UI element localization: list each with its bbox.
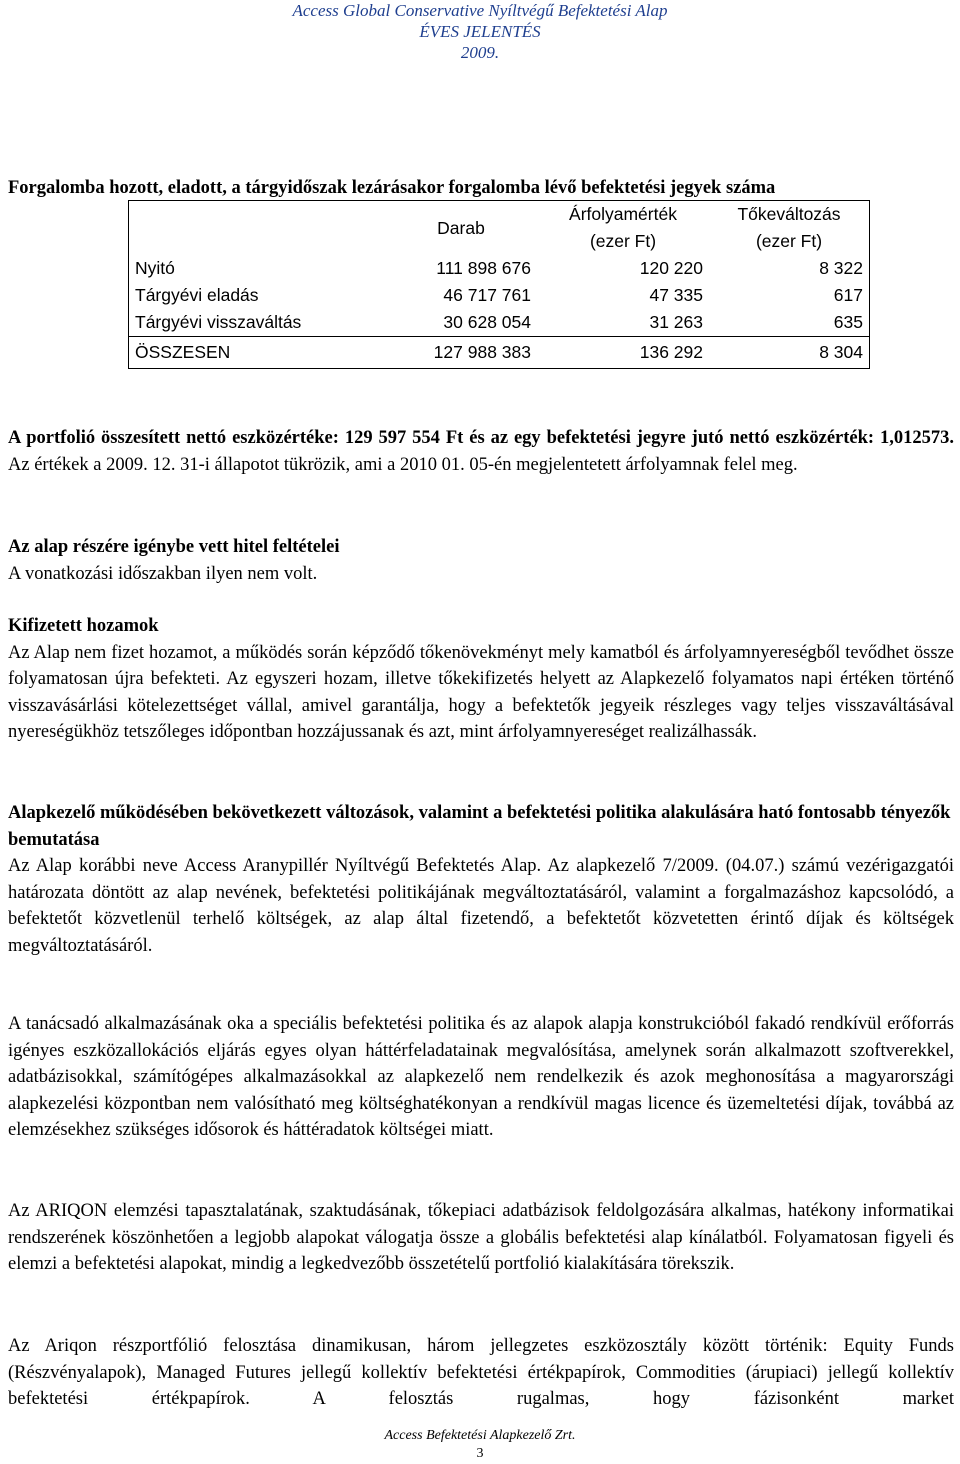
header-fund-name: Access Global Conservative Nyíltvégű Befektetési Alap (292, 1, 668, 20)
col-header-toke-2: (ezer Ft) (709, 228, 870, 255)
ariqon-section (8, 1198, 954, 1278)
header-year: 2009. (460, 43, 500, 62)
total-toke: 8 304 (709, 337, 870, 369)
row-toke: 617 (709, 282, 870, 309)
row-toke: 635 (709, 309, 870, 337)
dividend-text: Az Alap nem fizet hozamot, a működés során képződő tőkenövekményt mely kamatból és árfolyamnyereségből tevődhet össze folyamatosan újra befekteti. Az egyszeri hozam, illetve tőkekifizetés helyett az Alapkezelő folyamatos napi értéken történő visszavásárlási kötelezettséget vállal, amivel garantálja, hogy a befektetők jegyeik részleges vagy teljes visszaváltásával nyereségükhöz tetszőleges időpontban hozzájussanak és azt, mint árfolyamnyereséget realizálhassák. (8, 642, 954, 742)
row-arf: 120 220 (639, 258, 703, 278)
row-arf: 31 263 (649, 312, 703, 332)
changes-text: Az Alap korábbi neve Access Aranypillér Nyíltvégű Befektetés Alap. Az alapkezelő 7/2009. (04.07.) számú vezérigazgatói határozata döntött az alap nevének, befektetési politikájának megváltoztatásáról, valamint a forgalmazáshoz kapcsolódó, a befektetőt közvetlenül terhelő költségek, az alap által fizetendő, a befektetőt közvetetten érintő díjak és költségek megváltoztatásáról. (8, 856, 954, 956)
table-row (129, 309, 870, 337)
table-title: Forgalomba hozott, eladott, a tárgyidőszak lezárásakor forgalomba lévő befektetési jegyek száma (8, 178, 776, 198)
row-darab: 30 628 054 (443, 312, 531, 332)
dividend-heading: Kifizetett hozamok (8, 616, 159, 636)
total-label: ÖSSZESEN (129, 337, 386, 369)
table-header-row (129, 201, 870, 229)
advisor-section (8, 1011, 954, 1144)
row-label: Nyitó (129, 255, 386, 282)
subportfolio-section (8, 1333, 954, 1413)
changes-heading: Alapkezelő működésében bekövetkezett változások, valamint a befektetési politika alakulására ható fontosabb tényezők bemutatása (8, 803, 951, 850)
total-arf: 136 292 (537, 337, 709, 369)
investment-units-table (128, 200, 870, 369)
header-report-type: ÉVES JELENTÉS (419, 22, 541, 41)
dividend-section (8, 613, 954, 746)
page-number: 3 (476, 1446, 484, 1461)
table-row (129, 282, 870, 309)
table-row (129, 255, 870, 282)
portfolio-value-note: Az értékek a 2009. 12. 31-i állapotot tükrözik, ami a 2010 01. 05-én megjelentetett árfolyamnak felel meg. (8, 454, 798, 475)
row-label: Tárgyévi visszaváltás (129, 309, 386, 337)
credit-heading: Az alap részére igénybe vett hitel feltételei (8, 537, 340, 557)
portfolio-section (8, 425, 954, 478)
ariqon-paragraph: Az ARIQON elemzési tapasztalatának, szaktudásának, tőkepiaci adatbázisok feldolgozására alkalmas, hatékony informatikai rendszerének köszönhetően a legjobb alapokat válogatja össze a globális befektetési alap kínálatból. Folyamatosan figyeli és elemzi a befektetési alapokat, mindig a legkedvezőbb összetételű portfolió kialakítására törekszik. (8, 1201, 954, 1274)
credit-section (8, 534, 954, 587)
credit-text: A vonatkozási időszakban ilyen nem volt. (8, 563, 318, 584)
portfolio-value-bold: A portfolió összesített nettó eszközértéke: 129 597 554 Ft és az egy befektetési jegyre jutó nettó eszközérték: 1,012573. (8, 428, 954, 448)
footer-company: Access Befektetési Alapkezelő Zrt. (384, 1428, 576, 1443)
col-header-toke-1: Tőkeváltozás (709, 201, 870, 229)
row-toke: 8 322 (709, 255, 870, 282)
table-total-row (129, 337, 870, 369)
row-darab: 111 898 676 (436, 258, 531, 278)
row-label: Tárgyévi eladás (129, 282, 386, 309)
changes-section (8, 800, 954, 959)
advisor-paragraph: A tanácsadó alkalmazásának oka a speciális befektetési politika és az alapok alapja konstrukcióból fakadó rendkívül erőforrás igényes eszközallokációs eljárás egyes olyan háttérfeladatainak megvalósítása, amelynek során alkalmazott szoftverekkel, adatbázisokkal, számítógépes alkalmazásokkal az alapkezelő nem rendelkezik és azok meghonosítása a magyarországi alapkezelési központban nem valósítható meg költséghatékonyan a rendkívül magas licence és üzemeltetési díjak, továbbá az elemzésekhez szükséges idősorok és háttéradatok költségei miatt. (8, 1014, 954, 1140)
portfolio-paragraph (8, 425, 954, 478)
total-darab: 127 988 383 (385, 337, 537, 369)
col-header-darab: Darab (385, 201, 537, 256)
subportfolio-paragraph: Az Ariqon részportfólió felosztása dinamikusan, három jellegzetes eszközosztály között történik: Equity Funds (Részvényalapok), Managed Futures jellegű kollektív befektetési értékpapírok, Commodities (árupiaci) jellegű kollektív befektetési értékpapírok. A felosztás rugalmas, hogy fázisonként market (8, 1336, 954, 1409)
col-header-arf-2: (ezer Ft) (589, 231, 657, 251)
document-header (0, 0, 960, 63)
row-arf: 47 335 (649, 285, 703, 305)
row-darab: 46 717 761 (443, 285, 531, 305)
col-header-arf-1: Árfolyamérték (537, 201, 709, 229)
